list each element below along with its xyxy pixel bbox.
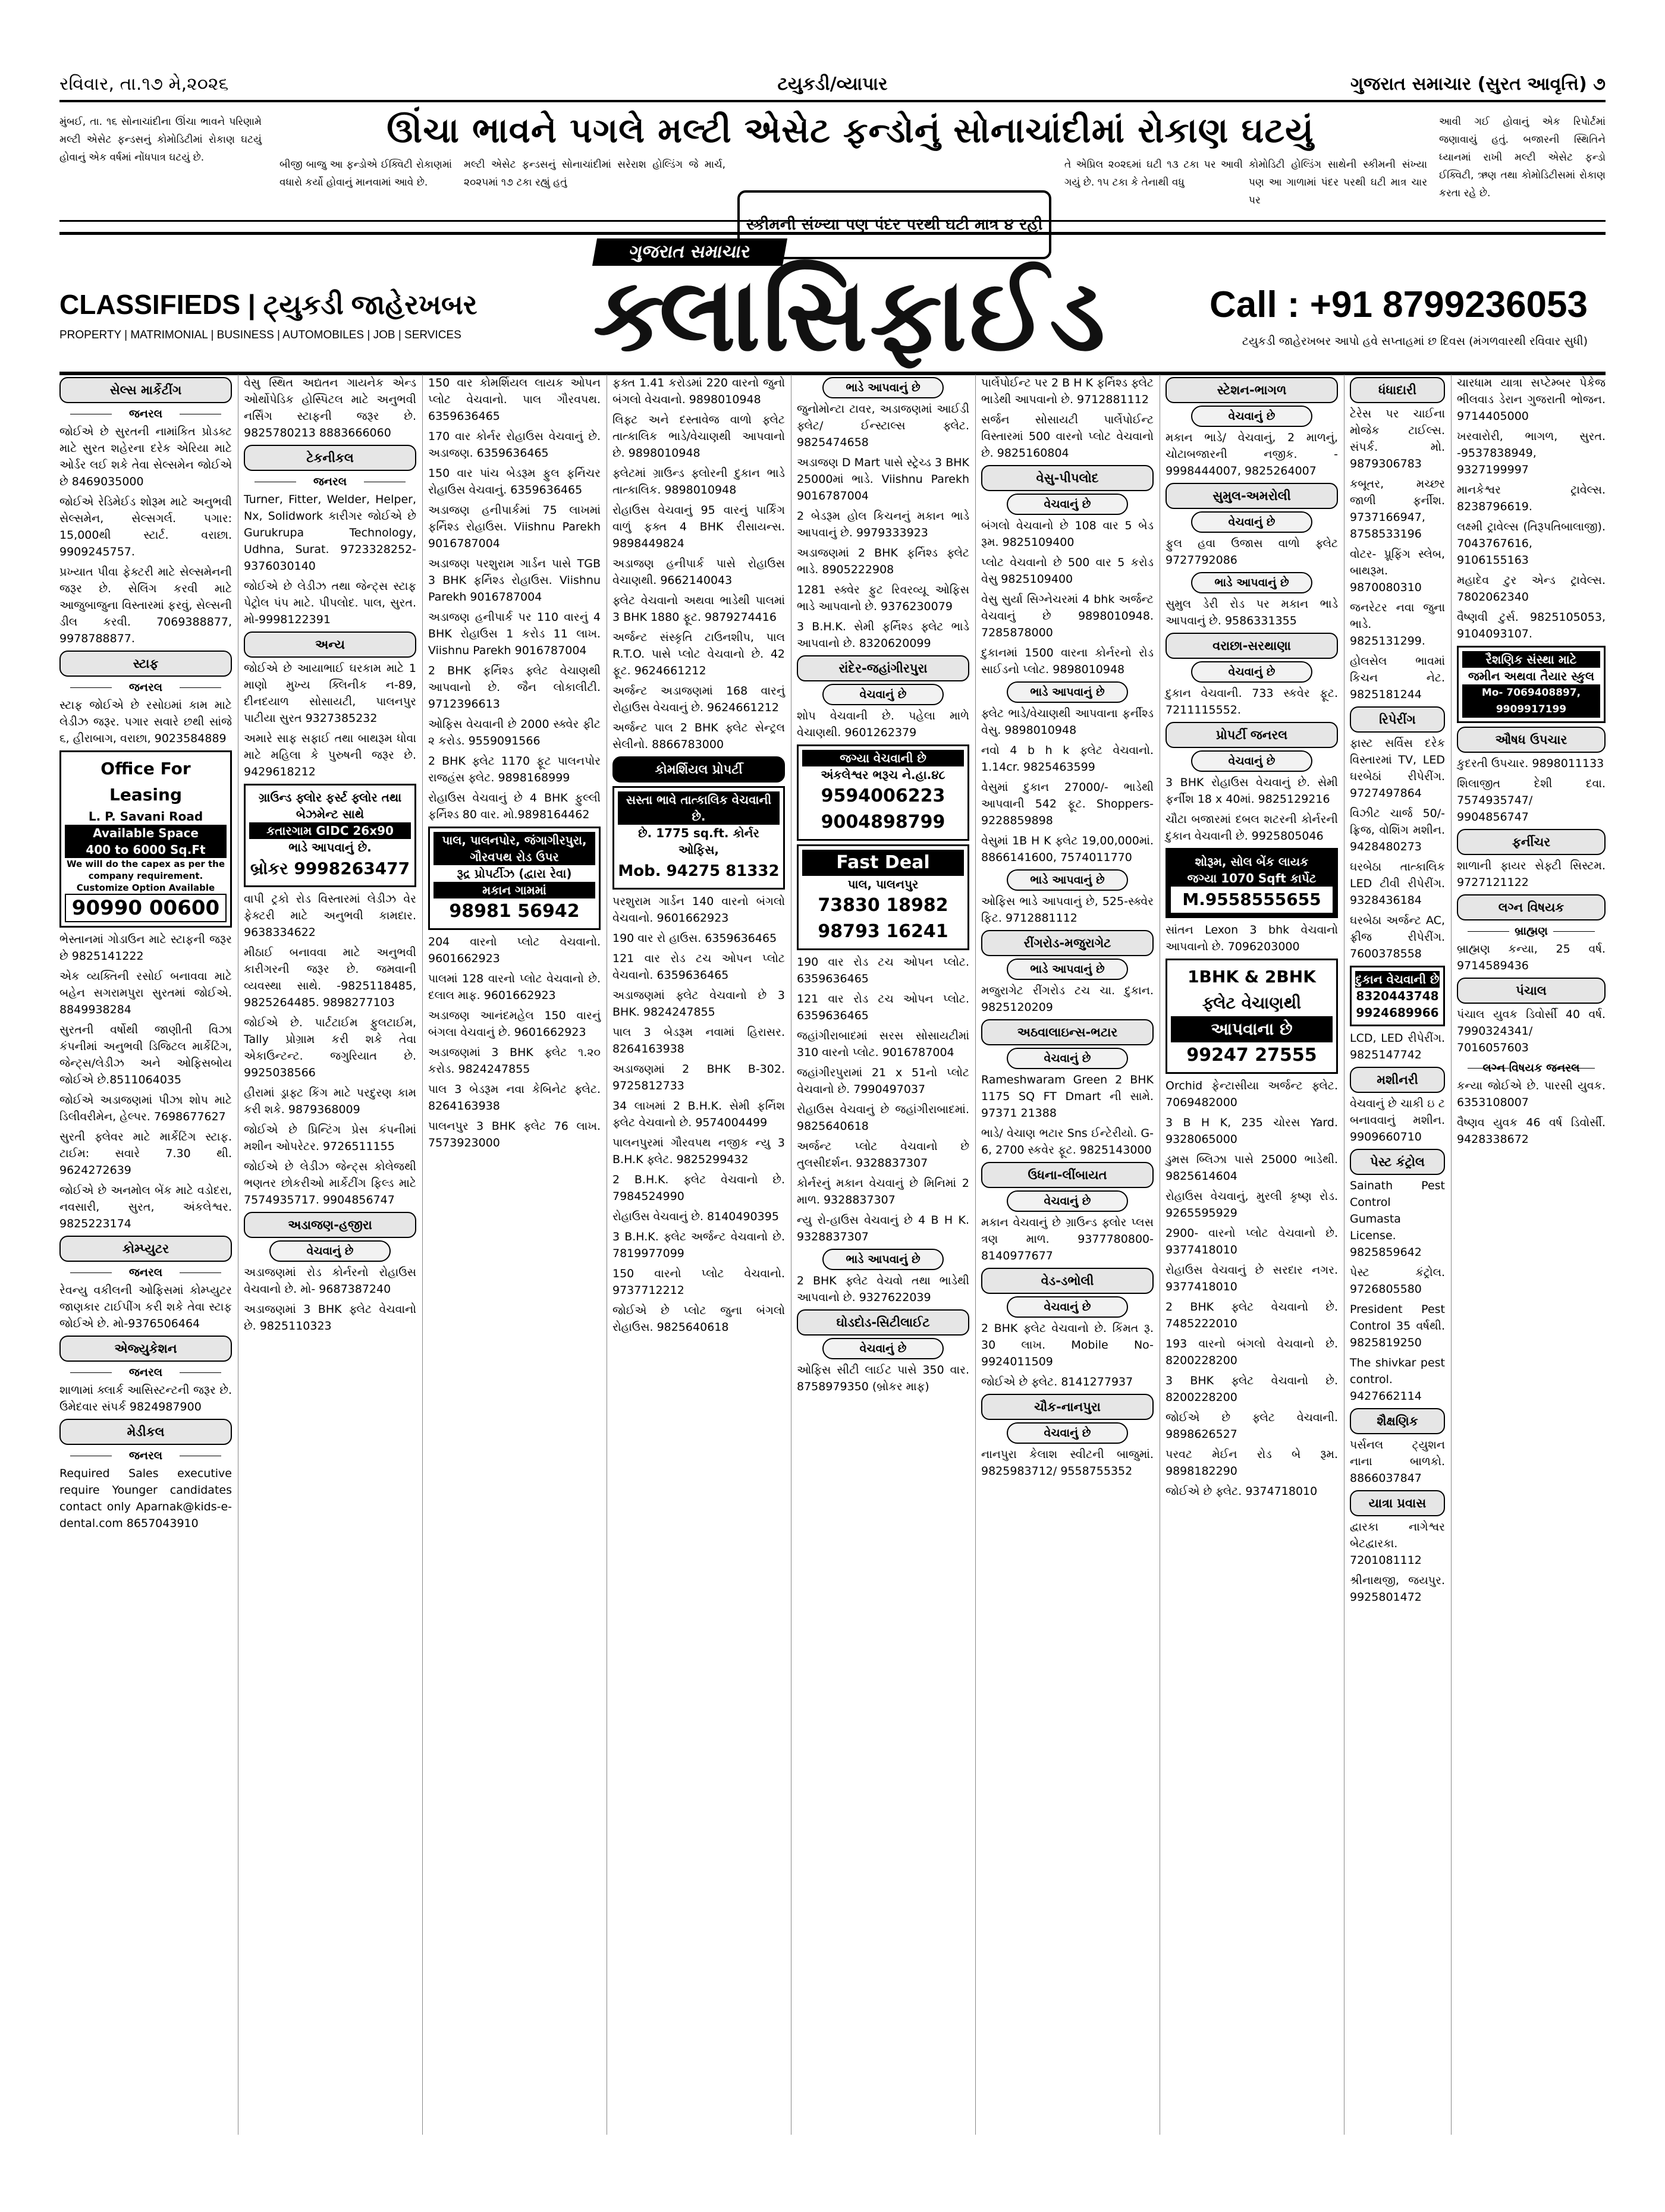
classified-ad: રોહાઉસ વેચવાનું છે સરદાર નગર. 9377418010	[1166, 1264, 1338, 1293]
classified-ad: રોહાઉસ વેચવાનું, મુરલી કૃષ્ણ રોડ. 9265595929	[1166, 1190, 1338, 1220]
classified-ad: નવો 4 b h k ફ્લેટ વેચવાનો. 1.14cr. 9825463599	[981, 744, 1154, 774]
classified-ad: દુકાન વેચવાની. 733 સ્કવેર ફૂટ. 7211115552.	[1166, 687, 1338, 717]
ad-line: 400 to 6000 Sq.Ft	[65, 841, 227, 858]
classified-ad: 2 BHK ફ્લેટ 1170 ફૂટ પાલનપોર રાજહંસ ફ્લેટ. 9898168999	[428, 755, 601, 784]
ad-line: મકાન ગામમાં	[433, 882, 595, 898]
column-1	[59, 375, 232, 2135]
classified-ad: વૈષ્ણવી ટુર્સ. 9825105053, 9104093107.	[1457, 611, 1606, 640]
classified-ad: અડાજણ આનંદમહેલ 150 વારનું બંગલા વેચવાનું છે. 9601662923	[428, 1009, 601, 1039]
subsection-label: જનરલ	[59, 1447, 232, 1464]
classified-ad: મીઠાઈ બનાવવા માટે અનુભવી કારીગરની જરૂર છે. જમવાની વ્યવસ્થા સાથે. -9825118485, 9825264485. 9898277103	[244, 946, 416, 1009]
section-header: ઉધના-લીંબાયત	[981, 1162, 1154, 1188]
ad-phone: 98793 16241	[818, 921, 948, 942]
column-2	[244, 375, 416, 2135]
classified-ad: જોઈએ છે સુરતની નામાંકિત પ્રોડક્ટ માટે સુરત શહેરના દરેક એરિયા માટે ઓર્ડર લઈ શકે તેવા સેલ્સમેન જોઈએ છે 8469035000	[59, 425, 232, 488]
subsection-label: લગ્ન વિષયક જનરલ	[1457, 1060, 1606, 1076]
classified-ad: ન્યુ રો-હાઉસ વેચવાનું છે 4 B H K. 9328837307	[797, 1214, 969, 1243]
classified-ad: વેસુ સ્થિત અદ્યતન ગાયનેક એન્ડ ઓર્થોપેડિક હોસ્પિટલ માટે અનુભવી નર્સિંગ સ્ટાફની જરૂર છે. 9825780213 8883666060	[244, 376, 416, 439]
ad-phone: 9924689966	[1356, 1006, 1439, 1020]
classified-ad: હીરામાં ડ્રાફ્ટ કિંગ માટે પરદુરણ કામ કરી શકે. 9879368009	[244, 1086, 416, 1116]
news-column-5: કોમોડિટી હોલ્ડિંગ સાથેની સ્કીમની સંખ્યા પણ આ ગાળામાં પંદર પરથી ઘટી માત્ર ચાર પર	[1249, 159, 1427, 206]
subsection-label: જનરલ	[59, 406, 232, 422]
classifieds-masthead	[59, 232, 1606, 375]
ad-title: દુકાન વેચવાની છે	[1355, 972, 1440, 986]
listing-type-tag: ભાડે આપવાનું છે	[1007, 959, 1128, 980]
classifieds-label: CLASSIFIEDS | ટ્યુકડી જાહેરખબર	[59, 289, 477, 320]
classified-ad: વાપી ટ્રકો રોડ વિસ્તારમાં લેડીઝ વેર ફેક્ટરી માટે અનુભવી કામદાર. 9638334622	[244, 893, 416, 939]
subsection-label: જનરલ	[59, 1364, 232, 1381]
display-ad-godown	[244, 784, 416, 887]
classified-ad: 193 વારનો બંગલો વેચવાનો છે. 8200228200	[1166, 1337, 1338, 1367]
listing-type-tag: વેચવાનું છે	[822, 684, 944, 705]
listing-type-tag: ભાડે આપવાનું છે	[1191, 572, 1312, 593]
column-7	[1166, 375, 1338, 2135]
classified-ad: ઓફિસ ભાડે આપવાનું છે, 525-સ્ક્વેર ફિટ. 9712881112	[981, 895, 1154, 925]
classified-ad: ફ્લેટમાં ગ્રાઉન્ડ ફ્લોરની દુકાન ભાડે તાત્કાલિક. 9898010948	[612, 467, 785, 497]
classified-ad: અડાજણ હનીપાર્ક પર 110 વારનું 4 BHK રોહાઉસ 1 કરોડ 11 લાખ. Viishnu Parekh 9016787004	[428, 611, 601, 657]
classified-ad: રોહાઉસ વેચવાનું છે જહાંગીરાબાદમાં. 9825640618	[797, 1103, 969, 1133]
section-header: વરાછા-સરથાણા	[1166, 633, 1338, 659]
classified-ad: રોહાઉસ વેચવાનું 95 વારનું પાર્કિંગ વાળું ફક્ત 4 BHK રીસાયન્સ. 9898449824	[612, 504, 785, 550]
classified-ad: 121 વાર રોડ ટચ ઓપન પ્લોટ વેચવાનો. 6359636465	[612, 952, 785, 982]
classified-ad: ભેસ્તાનમાં ગોડાઉન માટે સ્ટાફની જરૂર છે 9825141222	[59, 933, 232, 963]
classified-ad: રોહાઉસ વેચવાનું છે 4 BHK ફુલ્લી ફર્નિશ્ડ 80 વાર. મો.9898164462	[428, 791, 601, 821]
ad-title: રૈશણિક સંસ્થા માટે	[1462, 651, 1600, 668]
classified-ad: દુકાનમાં 1500 વારના કોર્નરનો રોડ સાઈડનો પ્લોટ. 9898010948	[981, 646, 1154, 676]
classified-ad: The shivkar pest control. 9427662114	[1350, 1356, 1445, 1403]
classified-ad: પાલનપુરમાં ગૌરવપથ નજીક ન્યુ 3 B.H.K ફ્લેટ. 9825299432	[612, 1136, 785, 1166]
classified-ad: વેસુ સુર્યા સિગ્નેચરમાં 4 bhk અર્જન્ટ વેચવાનું છે 9898010948. 7285878000	[981, 593, 1154, 639]
section-header: પ્રોપર્ટી જનરલ	[1166, 722, 1338, 748]
news-column-4: તે એપ્રિલ ૨૦૨૬માં ઘટી ૧૩ ટકા પર આવી ગયું છે. ૧૫ ટકા કે તેનાથી વધુ	[1064, 159, 1243, 188]
classified-ad: Required Sales executive require Younger candidates contact only Aparnak@kids-e-dental.com 8657043910	[59, 1467, 232, 1530]
classified-ad: શ્રીનાથજી, જયપુર. 9925801472	[1350, 1574, 1445, 1604]
classified-ad: જોઈએ છે આયાભાઈ ઘરકામ માટે 1 માણો મુખ્ય ક્લિનીક ન-89, દીનદયાળ સોસાયટી, પાલનપુર પાટીયા સુરત 9327385232	[244, 662, 416, 725]
classified-ad: સુરતની વર્ષોથી જાણીતી વિઝા કંપનીમાં અનુભવી ડિજિટલ માર્કેટિંગ, જેન્ટ્સ/લેડીઝ અને ઓફિસબોય જોઈએ છે.8511064035	[59, 1023, 232, 1086]
classified-ad: અડાજણ હનીપાર્ક પાસે રોહાઉસ વેચાણથી. 9662140043	[612, 557, 785, 587]
classified-ad: શિલાજીત દેશી દવા. 7574935747/ 9904856747	[1457, 777, 1606, 824]
call-number: Call : +91 8799236053	[1209, 284, 1588, 325]
classified-ad: અડાજણમાં રોડ કોર્નરનો રોહાઉસ વેચવાનો છે. મો- 9687387240	[244, 1266, 416, 1296]
classified-ad: Rameshwaram Green 2 BHK 1175 SQ FT Dmart ની સામે. 97371 21388	[981, 1073, 1154, 1120]
classified-ad: 2 BHK ફ્લેટ વેચવાનો છે. કિંમત રૂ. 30 લાખ. Mobile No- 9924011509	[981, 1322, 1154, 1368]
section-header: ચૌક-નાનપુરા	[981, 1394, 1154, 1420]
section-header: સ્ટાફ	[59, 651, 232, 677]
listing-type-tag: ભાડે આપવાનું છે	[1007, 869, 1128, 891]
classified-ad: શોપ વેચવાની છે. પહેલા માળે વેચાણથી. 9601262379	[797, 709, 969, 739]
news-story	[59, 107, 1606, 234]
classified-ad: 1281 સ્ક્વેર ફુટ રિવરવ્યૂ ઓફિસ ભાડે આપવાનો છે. 9376230079	[797, 583, 969, 613]
classified-ad: જોઈએ છે પ્લોટ જુના બંગલો રોહાઉસ. 9825640618	[612, 1304, 785, 1334]
classified-ad: મજુરાગેટ રીંગરોડ ટચ ચા. દુકાન. 9825120209	[981, 984, 1154, 1014]
ad-line: L. P. Savani Road	[88, 809, 203, 824]
subsection-label: જનરલ	[59, 679, 232, 696]
ad-line: જગ્યા 1070 Sqft કાર્પેટ	[1187, 871, 1317, 885]
listing-type-tag: વેચવાનું છે	[1191, 661, 1312, 683]
ad-phone: M.9558555655	[1171, 887, 1333, 913]
classified-ad: 3 BHK ફ્લેટ વેચવાનો છે. 8200228200	[1166, 1374, 1338, 1404]
running-header	[59, 71, 1606, 102]
ad-phone: Mo- 7069408897, 9909917199	[1462, 684, 1600, 718]
listing-type-tag: વેચવાનું છે	[1007, 1296, 1128, 1318]
classified-ad: જોઈએ છે ફ્લેટ વેચવાની. 9898626527	[1166, 1411, 1338, 1441]
ad-line: રૂદ્ર પ્રોપર્ટીઝ (દ્વારા રેવા)	[457, 866, 572, 881]
ad-phone: 9594006223	[821, 785, 945, 806]
display-ad-flat-sale	[1166, 959, 1338, 1074]
ad-line: ભાડે આપવાનું છે.	[288, 840, 372, 854]
issue-date: રવિવાર, તા.૧૭ મે,૨૦૨૬	[59, 74, 229, 95]
classified-ad: કન્યા જોઈએ છે. પારસી યુવક. 6353108007	[1457, 1079, 1606, 1109]
classified-ad: પાલ 3 બેડરૂમ નવા કેબિનેટ ફ્લેટ. 8264163938	[428, 1083, 601, 1113]
display-ad-shop	[1350, 966, 1445, 1026]
classified-ad: 2 BHK ફર્નિશ્ડ ફ્લેટ વેચાણથી આપવાનો છે. જૈન લોકાલીટી. 9712396613	[428, 664, 601, 711]
listing-type-tag: વેચવાનું છે	[1007, 1190, 1128, 1212]
classified-ad: સુરતી ફ્લેવર માટે માર્કેટિંગ સ્ટાફ. ટાઈમ: સવારે 7.30 થી. 9624272639	[59, 1130, 232, 1177]
display-ad-land	[797, 744, 969, 841]
classified-ad: 3 BHK રોહાઉસ વેચવાનું છે. સેમી ફર્નીશ 18 x 40માં. 9825129216	[1166, 776, 1338, 806]
column-4	[612, 375, 785, 2135]
classified-ad: 204 વારનો પ્લોટ વેચવાનો. 9601662923	[428, 935, 601, 965]
section-header: રીંગરોડ-મજુરાગેટ	[981, 930, 1154, 956]
classified-ad: ફુલ હવા ઉજાસ વાળો ફ્લેટ 9727792086	[1166, 537, 1338, 567]
section-header: ઔષધ ઉપચાર	[1457, 727, 1606, 753]
ad-line: ગ્રાઉન્ડ ફ્લોર ફર્સ્ટ ફ્લોર તથા બેઝમેન્ટ સાથે	[258, 790, 402, 821]
ad-line: કતારગામ GIDC 26x90	[249, 822, 411, 839]
classified-ad: પ્લોટ વેચવાનો છે 500 વાર 5 કરોડ વેસુ 9825109400	[981, 556, 1154, 586]
listing-type-tag: વેચવાનું છે	[1191, 406, 1312, 427]
listing-type-tag: ભાડે આપવાનું છે	[822, 377, 944, 398]
classified-ad: સાંતન Lexon 3 bhk વેચવાનો આપવાનો છે. 7096203000	[1166, 923, 1338, 953]
classified-ad: ટેરેસ પર ચાઈના મોજેક ટાઈલ્સ. સંપર્ક. મો. 9879306783	[1350, 407, 1445, 470]
display-ad-rudra-property	[428, 827, 601, 930]
classified-ad: 190 વાર રોડ ટચ ઓપન પ્લોટ. 6359636465	[797, 956, 969, 985]
ad-line: We will do the capex as per the company requirement. Customize Option Available	[66, 859, 225, 893]
display-ad-school-land	[1457, 646, 1606, 723]
classified-ad: ભાડે/ વેચાણ ભટાર Sns ઈન્ટેરીયો. G- 6, 2700 સ્કવેર ફૂટ. 9825143000	[981, 1127, 1154, 1157]
ad-line: જમીન અથવા તૈયાર સ્કુલ	[1468, 669, 1595, 683]
listing-type-tag: વેચવાનું છે	[1007, 494, 1128, 515]
listing-type-tag: ભાડે આપવાનું છે	[1007, 681, 1128, 703]
subsection-label: જનરલ	[59, 1264, 232, 1281]
section-header: વેસુ-પીપલોદ	[981, 465, 1154, 491]
classified-ad: 2 BHK ફ્લેટ વેચવાનો છે. 7485222010	[1166, 1300, 1338, 1330]
news-column-2: બીજી બાજુ આ ફન્ડોએ ઈક્વિટી રોકાણમાં વધારો કર્યો હોવાનું માનવામાં આવે છે.	[279, 159, 452, 188]
classified-ad: Orchid ફેન્ટાસીયા અર્જન્ટ ફ્લેટ. 7069482000	[1166, 1079, 1338, 1109]
classified-ad: ઓફિસ સીટી લાઈટ પાસે 350 વાર. 8758979350 (બ્રોકર માફ)	[797, 1363, 969, 1393]
section-header: લગ્ન વિષયક	[1457, 894, 1606, 920]
classified-ad: પંચાલ યુવક ડિવોર્સી 40 વર્ષ. 7990324341/ 7016057603	[1457, 1008, 1606, 1054]
classified-ad: જોઈએ રેડિમેઈડ શોરૂમ માટે અનુભવી સેલ્સમેન, સેલ્સગર્લ. પગાર: 15,000થી સ્ટાર્ટ. વરાછા. 9909245757.	[59, 495, 232, 558]
classified-ad: હોલસેલ ભાવમાં કિચન નેટ. 9825181244	[1350, 655, 1445, 701]
section-header: સ્ટેશન-ભાગળ	[1166, 377, 1338, 403]
classified-ad: ખરવારોરી, ભાગળ, સુરત. -9537838949, 9327199997	[1457, 430, 1606, 476]
column-3	[428, 375, 601, 2135]
classified-ad: જોઈએ છે પ્રિન્ટિંગ પ્રેસ કંપનીમાં મશીન ઓપરેટર. 9726511155	[244, 1123, 416, 1153]
column-8	[1350, 375, 1445, 2135]
classified-ad: 2900- વારનો પ્લોટ વેચવાનો છે. 9377418010	[1166, 1227, 1338, 1256]
classified-ad: વૈષ્ણવ યુવક 46 વર્ષ ડિવોર્સી. 9428338672	[1457, 1116, 1606, 1146]
column-9	[1457, 375, 1606, 2135]
section-header: મશીનરી	[1350, 1067, 1445, 1093]
news-column-3: મલ્ટી એસેટ ફન્ડસનું સોનાચાંદીમાં સરેરાશ હોલ્ડિંગ જે માર્ચ, ૨૦૨૫માં ૧૭ ટકા રહ્યું હતું	[464, 159, 725, 188]
news-column-6: આવી ગઈ હોવાનું એક રિપોર્ટમાં જણાવાયું હતું. બજારની સ્થિતિને ધ્યાનમાં રાખી મલ્ટી એસેટ ફન્ડો ઈક્વિટી, ઋણ તથા કોમોડિટીસમાં રોકાણ કરતા રહે છે.	[1439, 116, 1606, 199]
listing-type-tag: ભાડે આપવાનું છે	[822, 1249, 944, 1270]
listing-type-tag: વેચવાનું છે	[1007, 1422, 1128, 1444]
column-5	[797, 375, 969, 2135]
section-header: ઘોડદોડ-સિટીલાઈટ	[797, 1309, 969, 1336]
ad-line: સસ્તા ભાવે તાત્કાલિક વેચવાની છે.	[618, 791, 780, 825]
classifieds-title: ક્લાસિફાઈડ	[593, 256, 1108, 374]
classified-ad: જોઈએ અડાજણમાં પીઝા શોપ માટે ડિલીવરીમેન, હેલ્પર. 7698677627	[59, 1094, 232, 1123]
classified-ad: ડુમસ બ્લિઝા પાસે 25000 ભાડેથી. 9825614604	[1166, 1153, 1338, 1183]
classified-ad: અર્જન્ટ પાલ 2 BHK ફ્લેટ સેન્ટ્રલ સેલીનો. 8866783000	[612, 721, 785, 751]
classified-ad: પર્સનલ ટ્યુશન નાના બાળકો. 8866037847	[1350, 1438, 1445, 1485]
newspaper-page	[59, 65, 1606, 2147]
classified-ad: વોટર- પ્રૂફિંગ સ્લેબ, બાથરૂમ. 9870080310	[1350, 548, 1445, 594]
classified-ad: જનરેટર નવા જુના ભાડે. 9825131299.	[1350, 601, 1445, 648]
listing-type-tag: વેચવાનું છે	[1191, 750, 1312, 772]
classified-ad: મકાન ભાડે/ વેચવાનું, 2 માળનું, ચોટાબજારની નજીક. - 9998444007, 9825264007	[1166, 431, 1338, 477]
ad-phone: 99247 27555	[1186, 1045, 1317, 1066]
subsection-label: જનરલ	[244, 473, 416, 490]
classified-ad: રેવન્યુ વકીલની ઓફિસમાં કોમ્પ્યુટર જાણકાર ટાઈપીંગ કરી શકે તેવા સ્ટાફ જોઈએ છે. મો-9376506464	[59, 1284, 232, 1330]
classified-ad: ચૌટા બજારમાં દબલ શટરની કોર્નરની દુકાન વેચવાની છે. 9925805046	[1166, 813, 1338, 843]
ad-line: પાલ, પાલનપુર	[847, 877, 919, 891]
classified-ad: Turner, Fitter, Welder, Helper, Nx, Solidwork કારીગર જોઈએ છે Gurukrupa Technology, Udhna, Surat. 9723328252-9376030140	[244, 493, 416, 573]
classified-ad: સુમુલ ડેરી રોડ પર મકાન ભાડે આપવાનું છે. 9586331355	[1166, 598, 1338, 627]
ad-phone: 9004898799	[821, 812, 945, 832]
classified-ad: જોઈએ છે. પાર્ટટાઈમ ફુલટાઈમ, Tally પ્રોગ્રામ કરી શકે તેવા એકાઉન્ટન્ટ. જગુરિયાત છે. 9925038566	[244, 1016, 416, 1079]
column-divider	[422, 375, 423, 2135]
ad-phone: 98981 56942	[449, 901, 580, 922]
section-header: શૈક્ષણિક	[1350, 1408, 1445, 1434]
classified-ad: સ્ટાફ જોઈએ છે રસોઇમાં કામ માટે લેડીઝ જરૂર. પગાર સવારે છથી સાંજે ૬, હીરાબાગ, વરાછા, 9023584889	[59, 699, 232, 745]
section-header: યાત્રા પ્રવાસ	[1350, 1490, 1445, 1516]
section-header: રિપેરીંગ	[1350, 706, 1445, 733]
classified-ad: 3 B H K, 235 ચોરસ Yard. 9328065000	[1166, 1116, 1338, 1146]
ad-line: Available Space	[65, 825, 227, 841]
classifieds-categories: PROPERTY | MATRIMONIAL | BUSINESS | AUTOMOBILES | JOB | SERVICES	[59, 329, 461, 341]
listing-type-tag: વેચવાનું છે	[1007, 1048, 1128, 1069]
section-header: વેડ-ડભોલી	[981, 1268, 1154, 1294]
classified-ad: ફ્લેટ વેચવાનો અથવા ભાડેથી પાલમાં 3 BHK 1880 ફૂટ. 9879274416	[612, 594, 785, 624]
ad-line: અંકલેશ્વર ભરૂચ ને.હા.૪૮	[821, 768, 945, 782]
classified-ad: જોઈએ છે લેડીઝ જેન્ટ્સ કોલેજથી ભણતર છોકરીઓ માર્કેટીંગ ફિલ્ડ માટે 7574935717. 9904856747	[244, 1160, 416, 1206]
ad-phone: બ્રોકર 9998263477	[250, 859, 410, 878]
section-header: અઠવાલાઇન્સ-ભટાર	[981, 1019, 1154, 1045]
classified-ad: જોઈએ છે ફ્લેટ. 9374718010	[1166, 1485, 1318, 1498]
classified-ad: 3 B.H.K. ફ્લેટ અર્જન્ટ વેચવાનો છે. 7819977099	[612, 1230, 785, 1260]
classified-ad: મહાદેવ ટુર એન્ડ ટ્રાવેલ્સ. 7802062340	[1457, 574, 1606, 604]
classified-ad: 190 વાર રો હાઉસ. 6359636465	[612, 932, 777, 945]
classified-ad: Sainath Pest Control Gumasta License. 9825859642	[1350, 1179, 1445, 1259]
classified-ad: નાનપુરા કેલાશ સ્વીટની બાજુમાં. 9825983712/ 9558755352	[981, 1448, 1154, 1478]
classified-ad: વેચવાનું છે ચાકી ઇ ટ બનાવવાનું મશીન. 9909660710	[1350, 1097, 1445, 1143]
section-header: મેડીકલ	[59, 1419, 232, 1445]
display-ad-office-leasing	[59, 750, 232, 928]
classified-ad: ઘરબેઠા તાત્કાલિક LED ટીવી રીપેરીંગ. 9328436184	[1350, 860, 1445, 907]
listing-type-tag: વેચવાનું છે	[822, 1338, 944, 1359]
section-header: અન્ય	[244, 631, 416, 658]
classified-ad: ઓફિસ વેચવાની છે 2000 સ્ક્વેર ફીટ ૨ કરોડ. 9559091566	[428, 718, 601, 747]
classified-ad: અર્જન્ટ સંસ્કૃતિ ટાઉનશીપ, પાલ R.T.O. પાસે પ્લોટ વેચવાનો છે. 42 ફૂટ. 9624661212	[612, 631, 785, 677]
classified-ad: ઘરબેઠા અર્જન્ટ AC, ફ્રીજ રીપેરીંગ. 7600378558	[1350, 914, 1445, 960]
classified-ad: અમારે સાફ સફાઈ તથા બાથરૂમ ધોવા માટે મહિલા કે પુરુષની જરૂર છે. 9429618212	[244, 732, 416, 778]
display-ad-commercial	[612, 786, 785, 890]
classified-ad: President Pest Control 35 વર્ષથી. 9825819250	[1350, 1303, 1445, 1349]
subsection-label: બ્રાહ્મણ	[1457, 923, 1606, 940]
classified-ad: 2 B.H.K. ફ્લેટ વેચવાનો છે. 7984524990	[612, 1173, 785, 1203]
classified-ad: 150 વારનો પ્લોટ વેચવાનો. 9737712212	[612, 1267, 785, 1297]
section-header: અડાજણ-હજીરા	[244, 1212, 416, 1238]
section-header: કોમર્શિયલ પ્રોપર્ટી	[612, 756, 785, 783]
classified-ad: સર્જન સોસાયટી પાર્લેપોઈન્ટ વિસ્તારમાં 500 વારનો પ્લોટ વેચવાનો છે. 9825160804	[981, 413, 1154, 460]
classified-ad: અડાજણ પરશુરામ ગાર્ડન પાસે TGB 3 BHK ફર્નિશ્ડ રોહાઉસ. Viishnu Parekh 9016787004	[428, 557, 601, 604]
classified-ad: બંગલો વેચવાનો છે 108 વાર 5 બેડ રૂમ. 9825109400	[981, 519, 1154, 549]
section-header: ધંધાદારી	[1350, 377, 1445, 403]
classified-ad: જહાંગીરપુરામાં 21 x 51નો પ્લોટ વેચવાનો છે. 7990497037	[797, 1066, 969, 1096]
classified-ad: વેસુમાં 1B H K ફ્લેટ 19,00,000માં. 8866141600, 7574011770	[981, 834, 1154, 864]
classified-ad: અડાજણમાં 3 BHK ફ્લેટ ૧.૨૦ કરોડ. 9824247855	[428, 1046, 601, 1076]
column-6	[981, 375, 1154, 2135]
listing-type-tag: વેચવાનું છે	[1191, 511, 1312, 533]
classified-ad: જોઈએ છે અનમોલ બેંક માટે વડોદરા, નવસારી, સુરત, અંકલેશ્વર. 9825223174	[59, 1184, 232, 1230]
news-column-1: મુંબઈ, તા. ૧૬ સોનાચાંદીના ઊંચા ભાવને પરિણામે મલ્ટી એસેટ ફન્ડસનું કોમોડિટીમાં રોકાણ ઘટયું હોવાનું એક વર્ષમાં નોંધપાત્ર ઘટયું છે.	[59, 116, 262, 164]
classified-ad: પેસ્ટ કંટ્રોલ. 9726805580	[1350, 1266, 1445, 1296]
classified-ad: ફ્લેટ ભાડે/વેચાણથી આપવાના ફર્નીશ્ડ વેસુ. 9898010948	[981, 707, 1154, 737]
ad-title: Office For Leasing	[100, 759, 191, 805]
section-header: એજ્યુકેશન	[59, 1336, 232, 1362]
ad-title: 1BHK & 2BHK	[1188, 967, 1316, 986]
classified-ad: ફાસ્ટ સર્વિસ દરેક વિસ્તારમાં TV, LED ઘરબેઠાં રીપેરીંગ. 9727497864	[1350, 737, 1445, 800]
news-subheadline: સ્કીમની સંખ્યા પણ પંદર પરથી ઘટી માત્ર ૪ રહી	[737, 190, 1051, 259]
classified-ad: લિફ્ટ અને દસ્તાવેજ વાળો ફ્લેટ તાત્કાલિક ભાડે/વેચાણથી આપવાનો છે. 9898010948	[612, 413, 785, 460]
classified-ad: બ્રાહ્મણ કન્યા, 25 વર્ષ. 9714589436	[1457, 942, 1606, 972]
classified-ad: પાલ 3 બેડરૂમ નવામાં હિરાસર. 8264163938	[612, 1026, 785, 1055]
classified-ad: અડાજણ હનીપાર્કમાં 75 લાખમાં ફર્નિશ્ડ રોહાઉસ. Viishnu Parekh 9016787004	[428, 504, 601, 550]
classified-ad: અર્જન્ટ પ્લોટ વેચવાનો છે તુલસીદર્શન. 9328837307	[797, 1140, 969, 1170]
classified-ad: કોર્નરનું મકાન વેચવાનું છે મિનિમાં 2 માળ. 9328837307	[797, 1177, 969, 1206]
classified-ad: અડાજણમાં ફ્લેટ વેચવાનો છે 3 BHK. 9824247855	[612, 989, 785, 1019]
classified-ad: જુનોમોન્ટા ટાવર, અડાજણમાં આઈડી ફ્લેટ/ ઈન્સ્ટાલ્સ ફ્લેટ. 9825474658	[797, 403, 969, 449]
section-header: પેસ્ટ કંટ્રોલ	[1350, 1149, 1445, 1175]
classified-ad: શાળામાં ક્લાર્ક આસિસ્ટન્ટની જરૂર છે. ઉમેદવાર સંપર્ક 9824987900	[59, 1384, 232, 1413]
ad-title: Fast Deal	[802, 850, 964, 876]
paper-logo: ગુજરાત સમાચાર	[592, 238, 787, 266]
ad-line: આપવાના છે	[1171, 1016, 1333, 1042]
classified-ad: 34 લાખમાં 2 B.H.K. સેમી ફર્નિશ ફ્લેટ વેચવાનો છે. 9574004499	[612, 1099, 785, 1129]
classified-ad: રોહાઉસ વેચવાનું છે. 8140490395	[612, 1210, 779, 1223]
ad-line: છે. 1775 sq.ft. કોર્નર ઓફિસ,	[638, 826, 759, 857]
section-header: સેલ્સ માર્કેટીંગ	[59, 377, 232, 403]
classified-ad: અડાજણ D Mart પાસે સ્ટ્રેચ્ડ 3 BHK 25000માં ભાડે. Viishnu Parekh 9016787004	[797, 456, 969, 502]
news-headline: ઊંચા ભાવને પગલે મલ્ટી એસેટ ફન્ડોનું સોનાચાંદીમાં રોકાણ ઘટયું	[387, 110, 1314, 150]
ad-line: પાલ, પાલનપોર, જંગાગીરપુરા, ગૌરવપથ રોડ ઉપર	[433, 832, 595, 865]
classified-ad: ફક્ત 1.41 કરોડમાં 220 વારનો જુનો બંગલો વેચવાનો. 9898010948	[612, 376, 785, 406]
classified-ad: કબૂતર, મચ્છર જાળી ફર્નીશ. 9737166947, 8758533196	[1350, 477, 1445, 541]
ad-line: ફ્લેટ વેચાણથી	[1202, 993, 1302, 1013]
section-header: સુમુલ-અમરોલી	[1166, 483, 1338, 509]
classified-ad: કુદરતી ઉપચાર. 9898011133	[1457, 757, 1604, 770]
classified-ad: 2 BHK ફ્લેટ વેચવો તથા ભાડેથી આપવાનો છે. 9327622039	[797, 1274, 969, 1304]
classified-ad: મકાન વેચવાનું છે ગ્રાઉન્ડ ફ્લોર પ્લસ ત્રણ માળ. 9377780800-8140977677	[981, 1216, 1154, 1262]
section-header: ફર્નીચર	[1457, 829, 1606, 855]
classified-ad: 150 વાર પાંચ બેડરૂમ ફુલ ફર્નિચર રોહાઉસ વેચવાનું. 6359636465	[428, 467, 601, 497]
ad-phone: 73830 18982	[818, 895, 948, 916]
section-header: ટેકનીકલ	[244, 445, 416, 471]
classified-ad: વેસુમાં દુકાન 27000/- ભાડેથી આપવાની 542 ફૂટ. Shoppers- 9228859898	[981, 781, 1154, 827]
classified-ad: જોઈએ છે ફ્લેટ. 8141277937	[981, 1375, 1133, 1388]
classified-ad: 121 વાર રોડ ટચ ઓપન પ્લોટ. 6359636465	[797, 992, 969, 1022]
ad-line: જગ્યા વેચવાની છે	[802, 750, 964, 766]
section-header: કોમ્પ્યુટર	[59, 1236, 232, 1262]
paper-name: ગુજરાત સમાચાર (સુરત આવૃત્તિ) ૭	[1350, 74, 1606, 95]
classified-ad: દ્વારકા નાગેશ્વર બેટદ્વારકા. 7201081112	[1350, 1520, 1445, 1567]
classified-ad: પરવટ મેઈન રોડ બે રૂમ. 9898182290	[1166, 1448, 1338, 1478]
classified-ad: 3 B.H.K. સેમી ફર્નિશ્ડ ફ્લેટ ભાડે આપવાનો છે. 8320620099	[797, 620, 969, 650]
ad-line: શોરૂમ, સોલ બેંક લાયક	[1195, 854, 1309, 869]
classified-ad: લક્ષ્મી ટ્રાવેલ્સ (તિરૂપતિબાલાજી). 7043767616, 9106155163	[1457, 520, 1606, 567]
classified-ad: એક વ્યક્તિની રસોઈ બનાવવા માટે બહેન સગરામપુરા સુરતમાં જોઈએ. 8849938284	[59, 970, 232, 1016]
classified-ad: પાલનપુર 3 BHK ફ્લેટ 76 લાખ. 7573923000	[428, 1120, 601, 1149]
classified-ad: ચારધામ યાત્રા સપ્ટેમ્બર પેકેજ ભીલવાડ ડેરાન ગુજરાતી ભોજન. 9714405000	[1457, 376, 1606, 423]
classified-ad: 2 બેડરૂમ હોલ કિચનનું મકાન ભાડે આપવાનું છે. 9979333923	[797, 510, 969, 539]
classified-ad: વિઝીટ ચાર્જ 50/- ફ્રિજ, વોશિંગ મશીન. 9428480273	[1350, 807, 1445, 853]
display-ad-fast-deal	[797, 844, 969, 950]
classified-ad: પરશુરામ ગાર્ડન 140 વારનો બંગલો વેચવાનો. 9601662923	[612, 895, 785, 925]
classified-ad: અડાજણમાં 2 BHK B-302. 9725812733	[612, 1063, 785, 1092]
classified-ad: શાળાની ફાયર સેફ્ટી સિસ્ટમ. 9727121122	[1457, 859, 1606, 889]
display-ad-showroom	[1166, 848, 1338, 918]
classified-ad: જોઈએ છે લેડીઝ તથા જેન્ટ્સ સ્ટાફ પેટ્રોલ પંપ માટે. પીપલોદ. પાલ, સુરત. મો-9998122391	[244, 580, 416, 626]
classified-ad: જહાંગીરાબાદમાં સરસ સોસાયટીમાં 310 વારનો પ્લોટ. 9016787004	[797, 1029, 969, 1059]
classified-ad: પ્રખ્યાત પીવા ફેક્ટરી માટે સેલ્સમેનની જરૂર છે. સેલિંગ કરવી માટે આજુબાજુના વિસ્તારમાં ફરવું, સેલ્સની ડીલ કરવી. 7069388877, 9978788877.	[59, 565, 232, 645]
column-divider	[1451, 375, 1452, 2135]
section-title: ટયુકડી/વ્યાપાર	[777, 74, 888, 95]
section-header: પંચાલ	[1457, 978, 1606, 1004]
classified-ad: 150 વાર કોમર્શિયલ લાયક ઓપન પ્લોટ વેચવાનો. પાલ ગૌરવપથ. 6359636465	[428, 376, 601, 423]
ad-phone: Mob. 94275 81332	[618, 862, 780, 880]
call-note: ટયુકડી જાહેરખબર આપો હવે સપ્તાહમાં છ દિવસ (મંગળવારથી રવિવાર સુધી)	[1242, 335, 1588, 348]
classified-columns	[59, 375, 1606, 2147]
classified-ad: પાર્લેપોઈન્ટ પર 2 B H K ફર્નિશ્ડ ફ્લેટ ભાડેથી આપવાનો છે. 9712881112	[981, 376, 1154, 406]
classified-ad: માનકેશ્વર ટ્રાવેલ્સ. 8238796619.	[1457, 483, 1606, 513]
classified-ad: અડાજણમાં 2 BHK ફર્નિશ્ડ ફ્લેટ ભાડે. 8905222908	[797, 546, 969, 576]
classified-ad: પાલમાં 128 વારનો પ્લોટ વેચવાનો છે. દલાલ માફ. 9601662923	[428, 972, 601, 1002]
ad-phone: 90990 00600	[65, 894, 227, 922]
classified-ad: અર્જન્ટ અડાજણમાં 168 વારનું રોહાઉસ વેચવાનું છે. 9624661212	[612, 684, 785, 714]
classified-ad: LCD, LED રીપેરીંગ. 9825147742	[1350, 1032, 1445, 1061]
classified-ad: 170 વાર કોર્નર રોહાઉસ વેચવાનું છે. અડાજણ. 6359636465	[428, 430, 601, 460]
classified-ad: અડાજણમાં 3 BHK ફ્લેટ વેચવાનો છે. 9825110323	[244, 1303, 416, 1333]
listing-type-tag: વેચવાનું છે	[269, 1240, 391, 1262]
column-divider	[975, 375, 976, 2135]
section-header: રાંદેર-જહાંગીરપુરા	[797, 655, 969, 681]
ad-phone: 8320443748	[1356, 989, 1439, 1003]
